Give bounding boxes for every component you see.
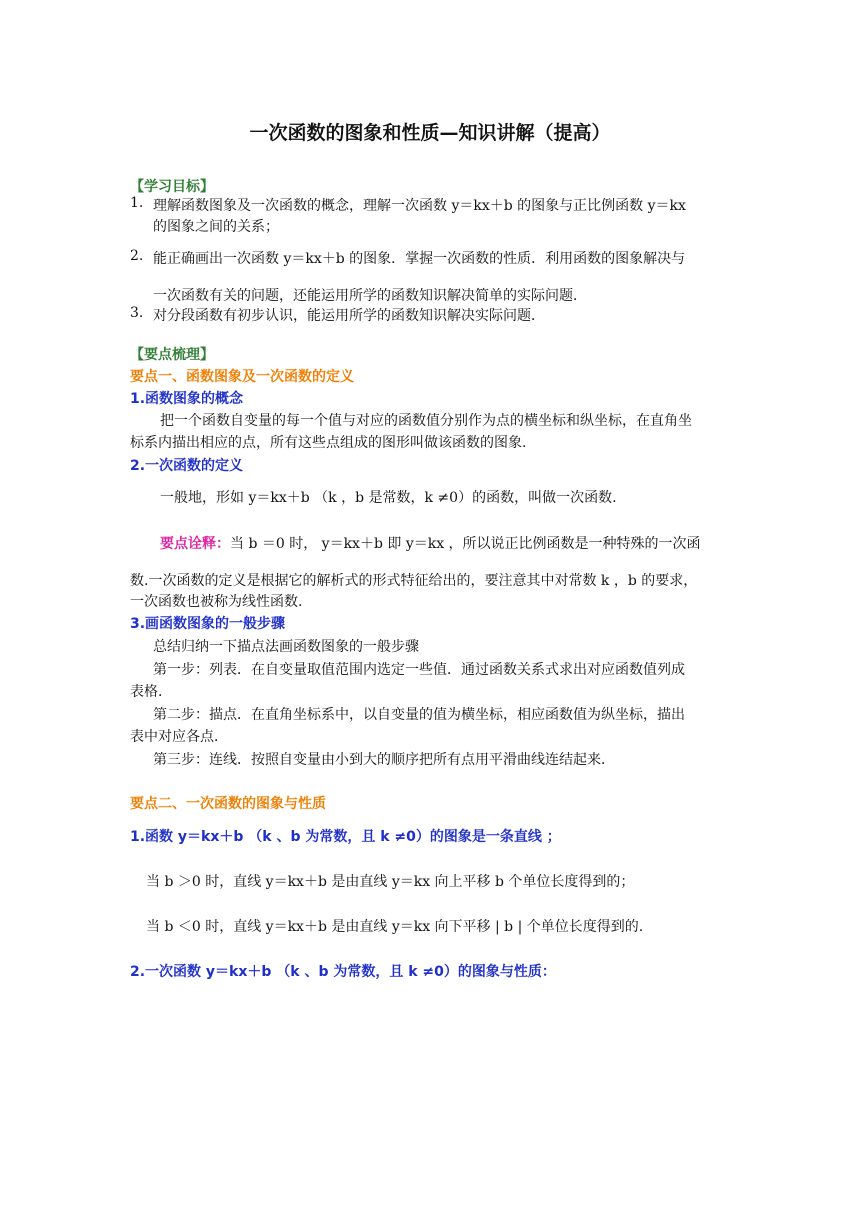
step-line: 第二步：描点．在直角坐标系中，以自变量的值为横坐标，相应函数值为纵坐标，描出 <box>153 707 685 723</box>
step-line: 表中对应各点． <box>130 729 228 745</box>
step-line: 表格． <box>130 684 172 700</box>
note-line <box>160 533 701 553</box>
goal-text: 对分段函数有初步认识，能运用所学的函数知识解决实际问题． <box>153 308 545 324</box>
section-heading: 要点一、函数图象及一次函数的定义 <box>130 369 354 385</box>
page-title: 一次函数的图象和性质—知识讲解（提高） <box>249 122 611 144</box>
paragraph-line: 标系内描出相应的点，所有这些点组成的图形叫做该函数的图象. <box>130 435 527 451</box>
paragraph-line: 当 b ＜0 时，直线 y＝kx＋b 是由直线 y＝kx 向下平移 | b | 个单位长度得到的. <box>146 919 644 935</box>
goal-text: 的图象之间的关系； <box>153 219 279 235</box>
subsection-heading: 2.一次函数的定义 <box>130 458 244 474</box>
note-text: 当 b ＝0 时， y＝kx＋b 即 y＝kx ，所以说正比例函数是一种特殊的一次函 <box>230 536 701 552</box>
paragraph-line: 总结归纳一下描点法画函数图象的一般步骤 <box>153 639 419 655</box>
definition-line: 一般地，形如 y＝kx＋b （k ，b 是常数，k ≠0）的函数，叫做一次函数. <box>160 490 617 506</box>
subsection-heading: 1.函数图象的概念 <box>130 391 244 407</box>
goal-text: 能正确画出一次函数 y＝kx＋b 的图象．掌握一次函数的性质．利用函数的图象解决与 <box>153 251 686 267</box>
property-item: 2.一次函数 y＝kx＋b （k 、b 为常数，且 k ≠0）的图象与性质： <box>130 964 556 980</box>
step-line: 第一步：列表．在自变量取值范围内选定一些值．通过函数关系式求出对应函数值列成 <box>153 662 685 678</box>
paragraph-line: 数.一次函数的定义是根据它的解析式的形式特征给出的，要注意其中对常数 k ，b 的要求， <box>130 573 698 589</box>
goal-text: 一次函数有关的问题，还能运用所学的函数知识解决简单的实际问题． <box>153 288 587 304</box>
goal-text: 理解函数图象及一次函数的概念，理解一次函数 y＝kx＋b 的图象与正比例函数 y＝kx <box>153 198 686 214</box>
key-points-heading: 【要点梳理】 <box>130 347 214 363</box>
paragraph-line: 把一个函数自变量的每一个值与对应的函数值分别作为点的横坐标和纵坐标，在直角坐 <box>160 413 692 429</box>
property-item: 1.函数 y＝kx＋b （k 、b 为常数，且 k ≠0）的图象是一条直线 ； <box>130 829 561 845</box>
subsection-heading: 3.画函数图象的一般步骤 <box>130 616 286 632</box>
goal-number: 1. <box>130 195 144 211</box>
note-label: 要点诠释： <box>160 536 230 552</box>
goal-number: 3. <box>130 305 144 321</box>
goal-number: 2. <box>130 248 144 264</box>
step-line: 第三步：连线．按照自变量由小到大的顺序把所有点用平滑曲线连结起来． <box>153 752 615 768</box>
paragraph-line: 当 b ＞0 时，直线 y＝kx＋b 是由直线 y＝kx 向上平移 b 个单位长度得到的； <box>146 874 635 890</box>
section-heading: 要点二、一次函数的图象与性质 <box>130 796 326 812</box>
paragraph-line: 一次函数也被称为线性函数. <box>130 594 303 610</box>
goals-heading: 【学习目标】 <box>130 179 214 195</box>
